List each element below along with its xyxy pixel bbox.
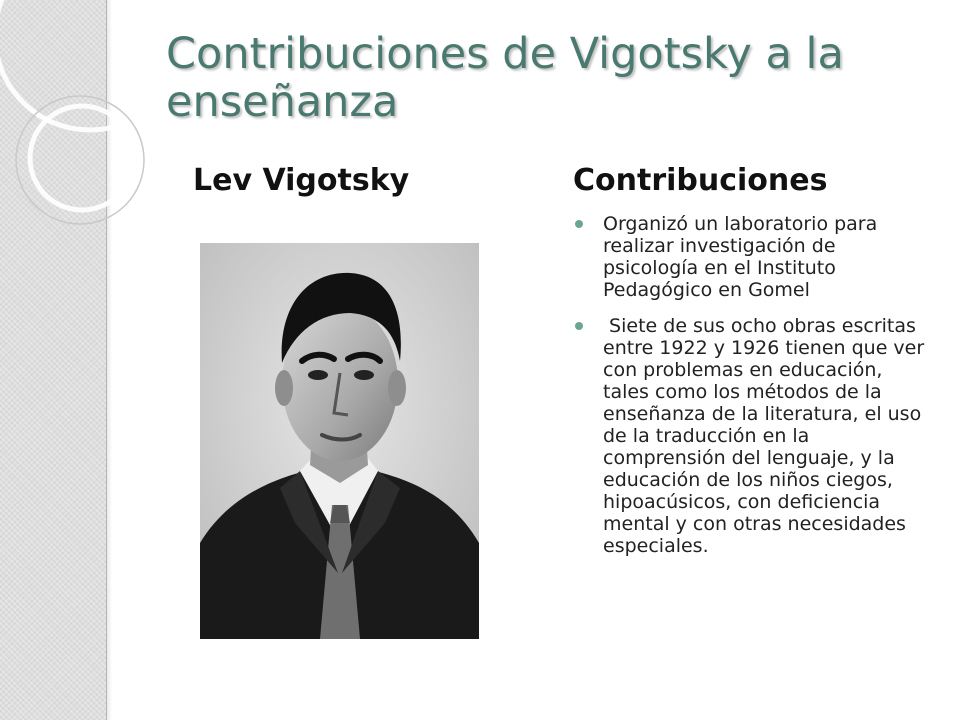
bullet-text: Siete de sus ocho obras escritas entre 1922 y 1926 tienen que ver con problemas en educación, tales como los métodos de la enseñanza de la literatura, el uso de la traducción en la comprensión del lenguaje, y la educación de los niños ciegos, hipoacúsicos, con deficiencia mental y con otras necesidades especiales. [603,315,931,557]
list-item [573,213,933,301]
bullet-text: Organizó un laboratorio para realizar investigación de psicología en el Instituto Pedagógico en Gomel [603,213,878,301]
contributions-list [573,213,933,571]
bullet-icon [575,322,583,330]
left-column-heading: Lev Vigotsky [193,163,410,198]
right-column-heading: Contribuciones [573,163,828,198]
portrait-photo [200,243,479,639]
slide-title: Contribuciones de Vigotsky a la enseñanza [166,29,844,127]
bullet-icon [575,220,583,228]
list-item [573,315,933,557]
portrait-photo-icon [200,243,479,639]
decorative-circles [0,0,160,230]
